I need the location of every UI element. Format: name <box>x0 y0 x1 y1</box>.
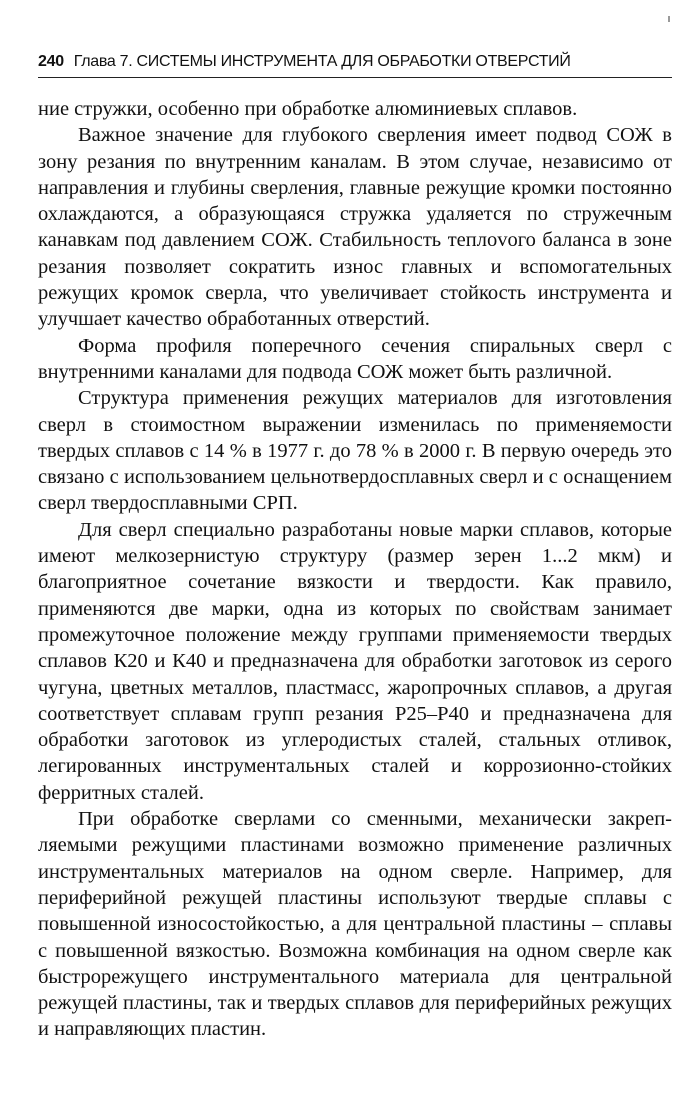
paragraph-continued: ние стружки, особенно при обработке алюминиевых сплавов. <box>38 98 578 120</box>
paragraph-materials-structure: Структура применения режущих материалов для изготовления сверл в стоимостном выражении изменилась по применяемости твердых сплавов с 14 % в 1977 г. до 78 % в 2000 г. В первую очередь это связано с использованием цельнотвердосплавных сверл и с оснащением сверл твердосплавными СРП. <box>38 387 672 515</box>
page-number: 240 <box>38 53 64 70</box>
scan-edge-mark <box>668 16 670 22</box>
book-page <box>38 52 672 1043</box>
page-header <box>38 52 672 78</box>
running-title: Глава 7. СИСТЕМЫ ИНСТРУМЕНТА ДЛЯ ОБРАБОТКИ ОТВЕРСТИЙ <box>73 53 571 70</box>
paragraph-coolant-supply: Важное значение для глубокого сверления имеет подвод СОЖ в зону резания по внутренним каналам. В этом случае, независимо от направления и глубины сверления, главные режущие кромки постоянно охлаждаются, а образующаяся стружка удаляется по стружечным канавкам под давлением СОЖ. Стабильность теплоvого баланса в зоне резания позволяет сократить износ главных и вспомогательных режущих кромок сверла, что увеличивает стойкость инструмента и улучшает качество обработанных отверстий. <box>38 124 672 331</box>
paragraph-insert-drills: При обработке сверлами со сменными, механически закрепляемыми режущими пластинами возможно применение различных инструментальных материалов на одном сверле. Например, для периферийной режущей пластины используют твердые сплавы с повышенной износостойкостью, а для центральной пластины – сплавы с повышенной вязкостью. Возможна комбинация на одном сверле как быстрорежущего инструментального материала для центральной режущей пластины, так и твердых сплавов для периферийных режущих и направляющих пластин. <box>38 808 672 1041</box>
paragraph-alloy-grades: Для сверл специально разработаны новые марки сплавов, которые имеют мелкозернистую структуру (размер зерен 1...2 мкм) и благоприятное сочетание вязкости и твердости. Как правило, применяются две марки, одна из которых по свойствам занимает промежуточное положение между группами применяемости твердых сплавов К20 и К40 и предназначена для обработки заготовок из серого чугуна, цветных металлов, пластмасс, жаропрочных сплавов, а другая соответствует сплавам групп резания Р25–Р40 и предназначена для обработки заготовок из углеродистых сталей, стальных отливок, легированных инструментальных сталей и коррозионно-стойких ферритных сталей. <box>38 518 672 804</box>
body-text <box>38 96 672 1043</box>
paragraph-drill-profile: Форма профиля поперечного сечения спиральных сверл с внутренними каналами для подвода СОЖ может быть различной. <box>38 334 672 383</box>
